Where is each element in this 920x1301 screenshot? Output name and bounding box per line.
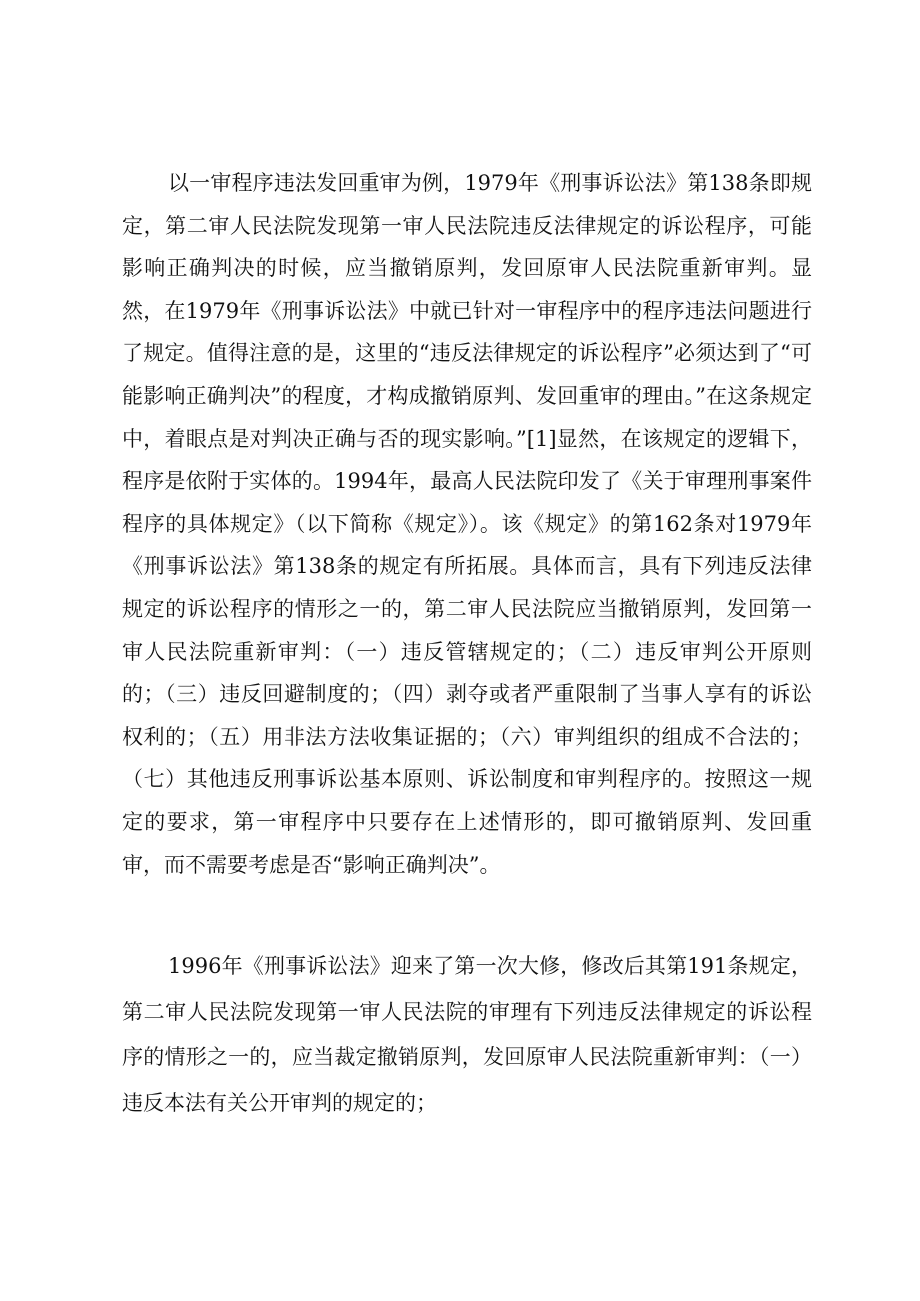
paragraph-1996-revision: 1996年《刑事诉讼法》迎来了第一次大修，修改后其第191条规定，第二审人民法院发现第一审人民法院的审理有下列违反法律规定的诉讼程序的情形之一的，应当裁定撤销原判，发回原审人民法院重新审判：（一）违反本法有关公开审判的规定的； [122,954,812,1115]
paragraph-first-instance-retrial: 以一审程序违法发回重审为例，1979年《刑事诉讼法》第138条即规定，第二审人民法院发现第一审人民法院违反法律规定的诉讼程序，可能影响正确判决的时候，应当撤销原判，发回原审人民法院重新审判。显然，在1979年《刑事诉讼法》中就已针对一审程序中的程序违法问题进行了规定。值得注意的是，这里的“违反法律规定的诉讼程序”必须达到了“可能影响正确判决”的程度，才构成撤销原判、发回重审的理由。”在这条规定中，着眼点是对判决正确与否的现实影响。”[1]显然，在该规定的逻辑下，程序是依附于实体的。1994年，最高人民法院印发了《关于审理刑事案件程序的具体规定》（以下简称《规定》）。该《规定》的第162条对1979年《刑事诉讼法》第138条的规定有所拓展。具体而言，具有下列违反法律规定的诉讼程序的情形之一的，第二审人民法院应当撤销原判，发回第一审人民法院重新审判：（一）违反管辖规定的；（二）违反审判公开原则的；（三）违反回避制度的；（四）剥夺或者严重限制了当事人享有的诉讼权利的；（五）用非法方法收集证据的；（六）审判组织的组成不合法的；（七）其他违反刑事诉讼基本原则、诉讼制度和审判程序的。按照这一规定的要求，第一审程序中只要存在上述情形的，即可撤销原判、发回重审，而不需要考虑是否“影响正确判决”。 [122,171,812,877]
